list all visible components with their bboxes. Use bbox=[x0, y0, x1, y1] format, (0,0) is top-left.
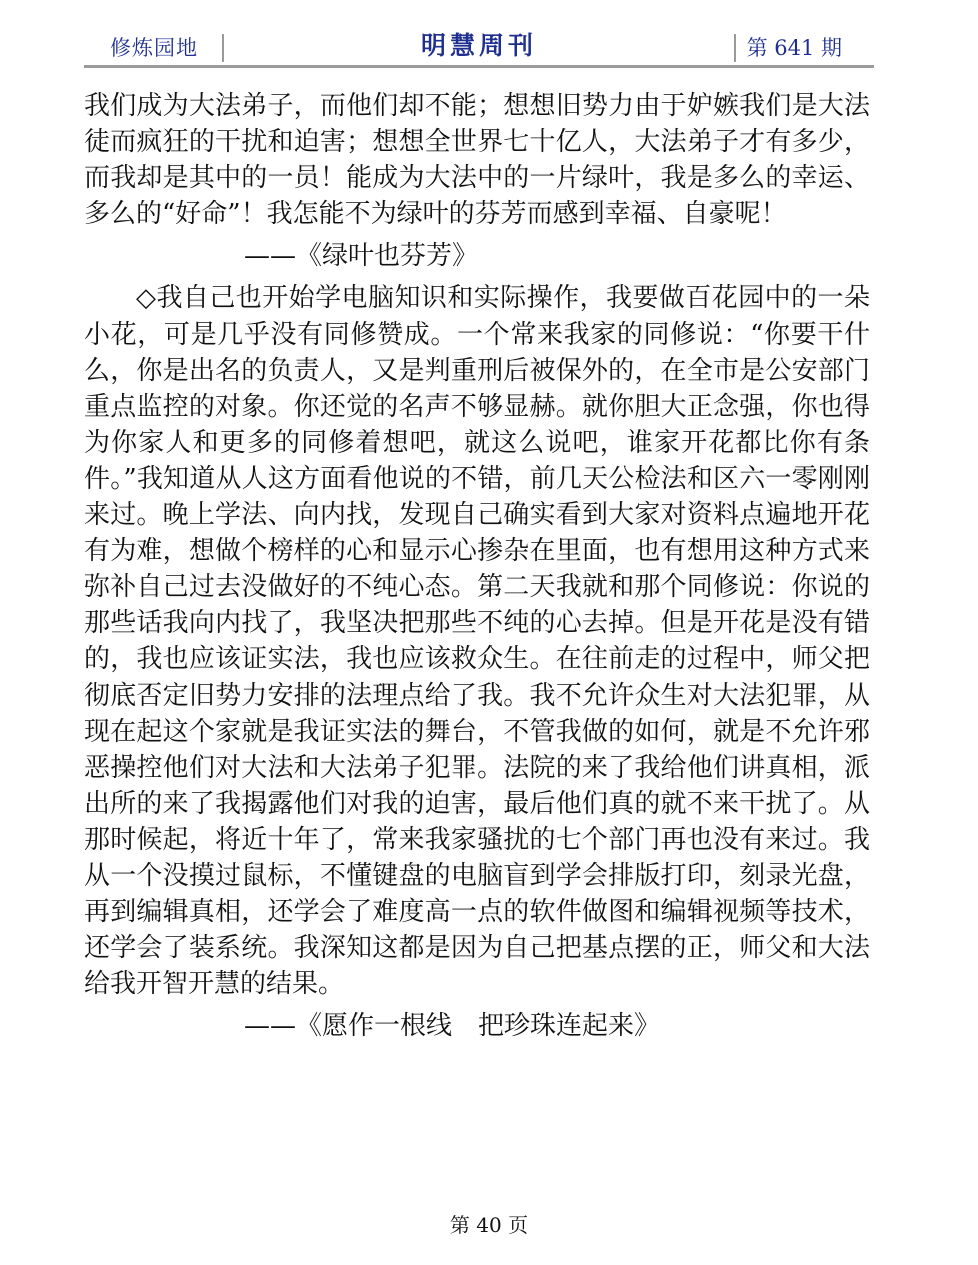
article-paragraph-2: ◇我自己也开始学电脑知识和实际操作，我要做百花园中的一朵小花，可是几乎没有同修赞成。一个常来我家的同修说：“你要干什么，你是出名的负责人，又是判重刑后被保外的，在全市是公安部门重点监控的对象。你还觉的名声不够显赫。就你胆大正念强，你也得为你家人和更多的同修着想吧，就这么说吧，谁家开花都比你有条件。”我知道从人这方面看他说的不错，前几天公检法和区六一零刚刚来过。晚上学法、向内找，发现自己确实看到大家对资料点遍地开花有为难，想做个榜样的心和显示心掺杂在里面，也有想用这种方式来弥补自己过去没做好的不纯心态。第二天我就和那个同修说：你说的那些话我向内找了，我坚决把那些不纯的心去掉。但是开花是没有错的，我也应该证实法，我也应该救众生。在往前走的过程中，师父把彻底否定旧势力安排的法理点给了我。我不允许众生对大法犯罪，从现在起这个家就是我证实法的舞台，不管我做的如何，就是不允许邪恶操控他们对大法和大法弟子犯罪。法院的来了我给他们讲真相，派出所的来了我揭露他们对我的迫害，最后他们真的就不来干扰了。从那时候起，将近十年了，常来我家骚扰的七个部门再也没有来过。我从一个没摸过鼠标，不懂键盘的电脑盲到学会排版打印，刻录光盘，再到编辑真相，还学会了难度高一点的软件做图和编辑视频等技术，还学会了装系统。我深知这都是因为自己把基点摆的正，师父和大法给我开智开慧的结果。 bbox=[84, 283, 870, 1000]
section-name: 修炼园地 bbox=[110, 36, 198, 60]
publication-title: 明慧周刊 bbox=[420, 31, 537, 60]
page-number: 第 40 页 bbox=[449, 1213, 529, 1237]
article-source-2: ——《愿作一根线 把珍珠连起来》 bbox=[244, 1011, 661, 1042]
article-body bbox=[84, 88, 870, 1044]
header-rule bbox=[84, 65, 874, 68]
article-paragraph-1: 我们成为大法弟子，而他们却不能；想想旧势力由于妒嫉我们是大法徒而疯狂的干扰和迫害；想想全世界七十亿人，大法弟子才有多少，而我却是其中的一员！能成为大法中的一片绿叶，我是多么的幸运、多么的“好命”！我怎能不为绿叶的芬芳而感到幸福、自豪呢！ bbox=[84, 91, 870, 230]
header-divider-right bbox=[734, 34, 736, 62]
article-source-1: ——《绿叶也芬芳》 bbox=[244, 241, 479, 272]
page-header bbox=[84, 24, 874, 66]
issue-number: 第 641 期 bbox=[746, 36, 842, 60]
